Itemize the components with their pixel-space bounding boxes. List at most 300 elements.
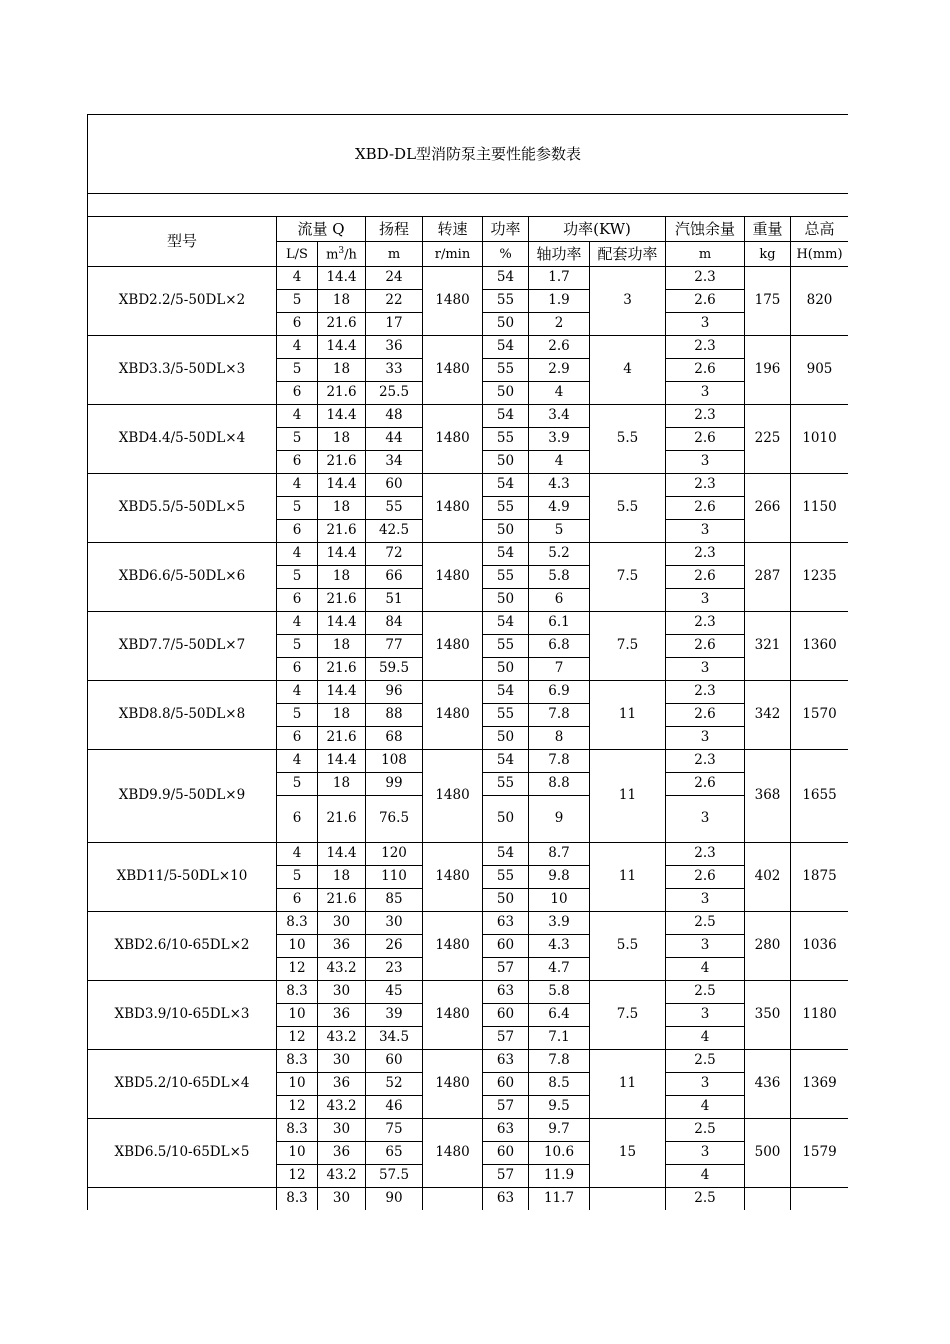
npsh-cell: 3	[666, 889, 745, 912]
flow-m3h-cell: 21.6	[318, 520, 366, 543]
efficiency-cell: 50	[483, 727, 529, 750]
flow-ls-cell: 6	[277, 313, 318, 336]
header-head: 扬程	[366, 217, 423, 242]
flow-ls-cell: 8.3	[277, 981, 318, 1004]
head-cell: 22	[366, 290, 423, 313]
head-cell: 44	[366, 428, 423, 451]
shaft-power-cell: 6.8	[529, 635, 590, 658]
matched-power-cell: 7.5	[590, 543, 666, 612]
height-cell: 820	[791, 267, 849, 336]
table-row	[88, 681, 849, 704]
npsh-cell: 3	[666, 796, 745, 843]
head-cell: 48	[366, 405, 423, 428]
flow-ls-cell: 5	[277, 566, 318, 589]
efficiency-cell: 60	[483, 935, 529, 958]
head-cell: 66	[366, 566, 423, 589]
npsh-cell: 3	[666, 313, 745, 336]
flow-m3h-cell: 36	[318, 935, 366, 958]
height-cell	[791, 1188, 849, 1211]
speed-cell: 1480	[423, 612, 483, 681]
efficiency-cell: 50	[483, 796, 529, 843]
efficiency-cell: 55	[483, 866, 529, 889]
head-cell: 34.5	[366, 1027, 423, 1050]
npsh-cell: 3	[666, 1142, 745, 1165]
shaft-power-cell: 4.3	[529, 935, 590, 958]
efficiency-cell: 54	[483, 474, 529, 497]
flow-ls-cell: 4	[277, 405, 318, 428]
flow-ls-cell: 12	[277, 1096, 318, 1119]
head-cell: 108	[366, 750, 423, 773]
shaft-power-cell: 7.8	[529, 750, 590, 773]
height-cell: 1150	[791, 474, 849, 543]
weight-cell: 368	[745, 750, 791, 843]
npsh-cell: 2.6	[666, 704, 745, 727]
efficiency-cell: 54	[483, 543, 529, 566]
shaft-power-cell: 4	[529, 451, 590, 474]
flow-ls-cell: 6	[277, 889, 318, 912]
weight-cell: 225	[745, 405, 791, 474]
weight-cell: 436	[745, 1050, 791, 1119]
head-cell: 60	[366, 1050, 423, 1073]
head-cell: 99	[366, 773, 423, 796]
model-cell: XBD4.4/5-50DL×4	[88, 405, 277, 474]
head-cell: 39	[366, 1004, 423, 1027]
matched-power-cell: 5.5	[590, 912, 666, 981]
table-title: XBD-DL型消防泵主要性能参数表	[88, 115, 849, 194]
model-cell: XBD6.6/5-50DL×6	[88, 543, 277, 612]
efficiency-cell: 55	[483, 773, 529, 796]
npsh-cell: 3	[666, 382, 745, 405]
flow-ls-cell: 5	[277, 359, 318, 382]
flow-m3h-cell: 18	[318, 428, 366, 451]
npsh-cell: 2.6	[666, 866, 745, 889]
matched-power-cell: 11	[590, 1050, 666, 1119]
height-cell: 1875	[791, 843, 849, 912]
efficiency-cell: 60	[483, 1004, 529, 1027]
npsh-cell: 2.6	[666, 359, 745, 382]
flow-ls-cell: 6	[277, 658, 318, 681]
speed-cell: 1480	[423, 405, 483, 474]
flow-ls-cell: 4	[277, 474, 318, 497]
npsh-cell: 2.3	[666, 405, 745, 428]
head-cell: 24	[366, 267, 423, 290]
model-cell	[88, 1188, 277, 1211]
efficiency-cell: 57	[483, 1165, 529, 1188]
flow-m3h-cell: 18	[318, 866, 366, 889]
model-cell: XBD7.7/5-50DL×7	[88, 612, 277, 681]
head-cell: 25.5	[366, 382, 423, 405]
efficiency-cell: 50	[483, 889, 529, 912]
height-cell: 1369	[791, 1050, 849, 1119]
flow-m3h-cell: 30	[318, 1050, 366, 1073]
header-flow: 流量 Q	[277, 217, 366, 242]
efficiency-cell: 55	[483, 290, 529, 313]
shaft-power-cell: 9.8	[529, 866, 590, 889]
header-speed: 转速	[423, 217, 483, 242]
head-cell: 57.5	[366, 1165, 423, 1188]
flow-ls-cell: 12	[277, 1027, 318, 1050]
head-cell: 45	[366, 981, 423, 1004]
efficiency-cell: 55	[483, 497, 529, 520]
flow-ls-cell: 8.3	[277, 1188, 318, 1211]
shaft-power-cell: 4.9	[529, 497, 590, 520]
shaft-power-cell: 10.6	[529, 1142, 590, 1165]
npsh-cell: 4	[666, 1027, 745, 1050]
npsh-cell: 2.3	[666, 474, 745, 497]
head-cell: 42.5	[366, 520, 423, 543]
efficiency-cell: 54	[483, 750, 529, 773]
speed-cell: 1480	[423, 750, 483, 843]
efficiency-cell: 60	[483, 1142, 529, 1165]
npsh-cell: 2.5	[666, 912, 745, 935]
height-cell: 1579	[791, 1119, 849, 1188]
head-cell: 90	[366, 1188, 423, 1211]
flow-m3h-cell: 18	[318, 497, 366, 520]
shaft-power-cell: 7.8	[529, 1050, 590, 1073]
head-cell: 65	[366, 1142, 423, 1165]
shaft-power-cell: 1.9	[529, 290, 590, 313]
shaft-power-cell: 2.9	[529, 359, 590, 382]
matched-power-cell: 4	[590, 336, 666, 405]
flow-m3h-cell: 21.6	[318, 727, 366, 750]
flow-m3h-cell: 18	[318, 773, 366, 796]
shaft-power-cell: 4.7	[529, 958, 590, 981]
table-row	[88, 1188, 849, 1211]
efficiency-cell: 50	[483, 382, 529, 405]
npsh-cell: 2.6	[666, 290, 745, 313]
npsh-cell: 4	[666, 1165, 745, 1188]
npsh-cell: 2.5	[666, 1119, 745, 1142]
head-cell: 30	[366, 912, 423, 935]
flow-ls-cell: 5	[277, 290, 318, 313]
weight-cell: 350	[745, 981, 791, 1050]
npsh-cell: 2.3	[666, 681, 745, 704]
flow-ls-cell: 8.3	[277, 1050, 318, 1073]
head-cell: 76.5	[366, 796, 423, 843]
model-cell: XBD5.2/10-65DL×4	[88, 1050, 277, 1119]
table-row	[88, 912, 849, 935]
flow-ls-cell: 5	[277, 704, 318, 727]
head-cell: 75	[366, 1119, 423, 1142]
matched-power-cell: 15	[590, 1119, 666, 1188]
weight-cell: 402	[745, 843, 791, 912]
flow-ls-cell: 4	[277, 336, 318, 359]
matched-power-cell	[590, 1188, 666, 1211]
efficiency-cell: 50	[483, 520, 529, 543]
header-weight: 重量	[745, 217, 791, 242]
matched-power-cell: 11	[590, 681, 666, 750]
head-cell: 52	[366, 1073, 423, 1096]
flow-m3h-cell: 30	[318, 981, 366, 1004]
efficiency-cell: 57	[483, 1027, 529, 1050]
height-cell: 1036	[791, 912, 849, 981]
speed-cell: 1480	[423, 543, 483, 612]
shaft-power-cell: 2.6	[529, 336, 590, 359]
header-efficiency: 功率	[483, 217, 529, 242]
weight-cell: 175	[745, 267, 791, 336]
speed-cell: 1480	[423, 981, 483, 1050]
npsh-cell: 2.3	[666, 750, 745, 773]
efficiency-cell: 54	[483, 843, 529, 866]
npsh-cell: 2.6	[666, 566, 745, 589]
efficiency-cell: 57	[483, 958, 529, 981]
flow-ls-cell: 4	[277, 843, 318, 866]
head-cell: 96	[366, 681, 423, 704]
flow-m3h-cell: 21.6	[318, 382, 366, 405]
npsh-cell: 3	[666, 520, 745, 543]
weight-cell: 287	[745, 543, 791, 612]
npsh-cell: 3	[666, 658, 745, 681]
flow-ls-cell: 10	[277, 1142, 318, 1165]
flow-m3h-cell: 21.6	[318, 451, 366, 474]
efficiency-cell: 55	[483, 359, 529, 382]
head-cell: 84	[366, 612, 423, 635]
flow-m3h-cell: 14.4	[318, 612, 366, 635]
shaft-power-cell: 6.9	[529, 681, 590, 704]
flow-ls-cell: 6	[277, 451, 318, 474]
head-cell: 26	[366, 935, 423, 958]
height-cell: 1570	[791, 681, 849, 750]
model-cell: XBD9.9/5-50DL×9	[88, 750, 277, 843]
efficiency-cell: 63	[483, 1188, 529, 1211]
efficiency-cell: 60	[483, 1073, 529, 1096]
efficiency-cell: 50	[483, 589, 529, 612]
table-row	[88, 612, 849, 635]
efficiency-cell: 63	[483, 1119, 529, 1142]
shaft-power-cell: 6.1	[529, 612, 590, 635]
npsh-cell: 3	[666, 1073, 745, 1096]
flow-m3h-cell: 21.6	[318, 796, 366, 843]
shaft-power-cell: 8.7	[529, 843, 590, 866]
npsh-cell: 4	[666, 958, 745, 981]
matched-power-cell: 7.5	[590, 612, 666, 681]
shaft-power-cell: 3.9	[529, 912, 590, 935]
model-cell: XBD3.9/10-65DL×3	[88, 981, 277, 1050]
flow-m3h-cell: 14.4	[318, 267, 366, 290]
speed-cell: 1480	[423, 912, 483, 981]
flow-ls-cell: 6	[277, 589, 318, 612]
flow-m3h-cell: 36	[318, 1073, 366, 1096]
shaft-power-cell: 7.1	[529, 1027, 590, 1050]
model-cell: XBD8.8/5-50DL×8	[88, 681, 277, 750]
npsh-cell: 2.5	[666, 1050, 745, 1073]
efficiency-cell: 57	[483, 1096, 529, 1119]
unit-ls: L/S	[277, 242, 318, 267]
model-cell: XBD2.6/10-65DL×2	[88, 912, 277, 981]
flow-ls-cell: 5	[277, 497, 318, 520]
height-cell: 1180	[791, 981, 849, 1050]
table-row	[88, 981, 849, 1004]
height-cell: 1655	[791, 750, 849, 843]
flow-ls-cell: 5	[277, 773, 318, 796]
head-cell: 77	[366, 635, 423, 658]
flow-m3h-cell: 30	[318, 1188, 366, 1211]
matched-power-cell: 7.5	[590, 981, 666, 1050]
shaft-power-cell: 8	[529, 727, 590, 750]
flow-m3h-cell: 14.4	[318, 543, 366, 566]
npsh-cell: 2.5	[666, 981, 745, 1004]
table-row	[88, 336, 849, 359]
speed-cell: 1480	[423, 1119, 483, 1188]
head-cell: 88	[366, 704, 423, 727]
flow-m3h-cell: 21.6	[318, 589, 366, 612]
flow-m3h-cell: 43.2	[318, 1096, 366, 1119]
npsh-cell: 2.6	[666, 635, 745, 658]
flow-m3h-cell: 21.6	[318, 658, 366, 681]
flow-ls-cell: 8.3	[277, 1119, 318, 1142]
flow-ls-cell: 6	[277, 382, 318, 405]
shaft-power-cell: 7	[529, 658, 590, 681]
efficiency-cell: 55	[483, 635, 529, 658]
flow-m3h-cell: 30	[318, 912, 366, 935]
unit-efficiency: %	[483, 242, 529, 267]
header-npsh: 汽蚀余量	[666, 217, 745, 242]
speed-cell: 1480	[423, 1050, 483, 1119]
npsh-cell: 3	[666, 727, 745, 750]
matched-power-cell: 11	[590, 750, 666, 843]
flow-m3h-cell: 14.4	[318, 405, 366, 428]
flow-ls-cell: 10	[277, 1004, 318, 1027]
height-cell: 905	[791, 336, 849, 405]
speed-cell: 1480	[423, 474, 483, 543]
efficiency-cell: 50	[483, 451, 529, 474]
flow-m3h-cell: 14.4	[318, 474, 366, 497]
flow-m3h-cell: 18	[318, 704, 366, 727]
model-cell: XBD2.2/5-50DL×2	[88, 267, 277, 336]
npsh-cell: 3	[666, 589, 745, 612]
matched-power-cell: 5.5	[590, 474, 666, 543]
head-cell: 51	[366, 589, 423, 612]
matched-power-cell: 11	[590, 843, 666, 912]
flow-ls-cell: 12	[277, 1165, 318, 1188]
matched-power-cell: 5.5	[590, 405, 666, 474]
head-cell: 46	[366, 1096, 423, 1119]
npsh-cell: 2.3	[666, 267, 745, 290]
speed-cell: 1480	[423, 681, 483, 750]
header-power: 功率(KW)	[529, 217, 666, 242]
efficiency-cell: 63	[483, 912, 529, 935]
flow-m3h-cell: 36	[318, 1142, 366, 1165]
npsh-cell: 2.3	[666, 543, 745, 566]
efficiency-cell: 55	[483, 566, 529, 589]
shaft-power-cell: 6	[529, 589, 590, 612]
unit-speed: r/min	[423, 242, 483, 267]
flow-ls-cell: 4	[277, 267, 318, 290]
model-cell: XBD3.3/5-50DL×3	[88, 336, 277, 405]
speed-cell: 1480	[423, 267, 483, 336]
table-row	[88, 843, 849, 866]
flow-ls-cell: 6	[277, 796, 318, 843]
weight-cell: 280	[745, 912, 791, 981]
head-cell: 68	[366, 727, 423, 750]
efficiency-cell: 63	[483, 981, 529, 1004]
matched-power-cell: 3	[590, 267, 666, 336]
height-cell: 1010	[791, 405, 849, 474]
npsh-cell: 3	[666, 1004, 745, 1027]
npsh-cell: 3	[666, 935, 745, 958]
blank-row	[88, 194, 849, 217]
shaft-power-cell: 5.2	[529, 543, 590, 566]
flow-m3h-cell: 18	[318, 290, 366, 313]
head-cell: 72	[366, 543, 423, 566]
unit-npsh: m	[666, 242, 745, 267]
head-cell: 55	[366, 497, 423, 520]
flow-m3h-cell: 18	[318, 566, 366, 589]
height-cell: 1360	[791, 612, 849, 681]
shaft-power-cell: 10	[529, 889, 590, 912]
weight-cell: 321	[745, 612, 791, 681]
npsh-cell: 3	[666, 451, 745, 474]
unit-shaft-power: 轴功率	[529, 242, 590, 267]
head-cell: 110	[366, 866, 423, 889]
weight-cell: 342	[745, 681, 791, 750]
npsh-cell: 2.6	[666, 773, 745, 796]
efficiency-cell: 54	[483, 336, 529, 359]
flow-ls-cell: 6	[277, 727, 318, 750]
height-cell: 1235	[791, 543, 849, 612]
flow-m3h-cell: 30	[318, 1119, 366, 1142]
flow-ls-cell: 4	[277, 612, 318, 635]
head-cell: 85	[366, 889, 423, 912]
weight-cell: 196	[745, 336, 791, 405]
table-row	[88, 1050, 849, 1073]
flow-m3h-cell: 21.6	[318, 313, 366, 336]
shaft-power-cell: 1.7	[529, 267, 590, 290]
flow-m3h-cell: 14.4	[318, 750, 366, 773]
shaft-power-cell: 8.5	[529, 1073, 590, 1096]
table-row	[88, 750, 849, 773]
flow-ls-cell: 12	[277, 958, 318, 981]
npsh-cell: 2.5	[666, 1188, 745, 1211]
flow-ls-cell: 5	[277, 428, 318, 451]
shaft-power-cell: 9.5	[529, 1096, 590, 1119]
header-model: 型号	[88, 217, 277, 267]
shaft-power-cell: 11.7	[529, 1188, 590, 1211]
shaft-power-cell: 4	[529, 382, 590, 405]
shaft-power-cell: 11.9	[529, 1165, 590, 1188]
flow-m3h-cell: 43.2	[318, 958, 366, 981]
head-cell: 23	[366, 958, 423, 981]
npsh-cell: 2.3	[666, 336, 745, 359]
head-cell: 60	[366, 474, 423, 497]
performance-table	[87, 114, 848, 1210]
weight-cell: 266	[745, 474, 791, 543]
table-row	[88, 405, 849, 428]
head-cell: 36	[366, 336, 423, 359]
head-cell: 120	[366, 843, 423, 866]
flow-m3h-cell: 43.2	[318, 1027, 366, 1050]
flow-ls-cell: 4	[277, 750, 318, 773]
npsh-cell: 2.3	[666, 612, 745, 635]
flow-m3h-cell: 43.2	[318, 1165, 366, 1188]
model-cell: XBD5.5/5-50DL×5	[88, 474, 277, 543]
shaft-power-cell: 5.8	[529, 566, 590, 589]
speed-cell: 1480	[423, 843, 483, 912]
flow-ls-cell: 5	[277, 866, 318, 889]
flow-m3h-cell: 14.4	[318, 843, 366, 866]
flow-m3h-cell: 18	[318, 635, 366, 658]
flow-m3h-cell: 18	[318, 359, 366, 382]
spreadsheet-page	[87, 114, 848, 1226]
efficiency-cell: 54	[483, 267, 529, 290]
efficiency-cell: 50	[483, 313, 529, 336]
flow-ls-cell: 10	[277, 935, 318, 958]
flow-m3h-cell: 14.4	[318, 336, 366, 359]
shaft-power-cell: 3.9	[529, 428, 590, 451]
head-cell: 17	[366, 313, 423, 336]
efficiency-cell: 54	[483, 405, 529, 428]
weight-cell	[745, 1188, 791, 1211]
